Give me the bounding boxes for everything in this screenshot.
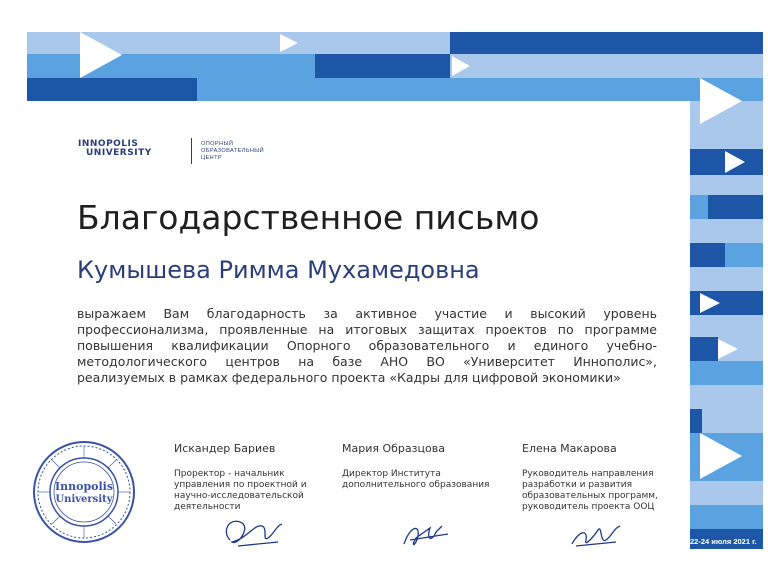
event-date: 22-24 июля 2021 г. [690, 537, 757, 546]
body-line: повышения квалификации Опорного образовательного и единого учебно- [77, 338, 657, 353]
seal-text-line1: Innopolis [54, 480, 114, 493]
signer-name: Мария Образцова [342, 442, 445, 455]
signature-3 [566, 518, 626, 552]
signer-2 [342, 442, 512, 491]
signature-2 [396, 518, 456, 554]
recipient-name: Кумышева Римма Мухамедовна [77, 256, 480, 284]
innopolis-logo [78, 138, 278, 168]
seal-text-line2: University [55, 494, 113, 505]
body-line: реализуемых в рамках федерального проекта «Кадры для цифровой экономики» [77, 370, 621, 385]
signer-3 [522, 442, 692, 513]
signer-name: Елена Макарова [522, 442, 617, 455]
signer-1 [174, 442, 344, 513]
logo-wordmark: INNOPOLIS UNIVERSITY [78, 139, 152, 158]
signature-1 [218, 512, 288, 552]
logo-separator [191, 138, 192, 164]
signer-name: Искандер Бариев [174, 442, 276, 455]
signer-position: Проректор - начальник управления по проектной и научно-исследовательской деятельности [174, 469, 307, 512]
university-seal [30, 438, 138, 546]
logo-subtitle: ОПОРНЫЙ ОБРАЗОВАТЕЛЬНЫЙ ЦЕНТР [201, 141, 265, 161]
body-line: выражаем Вам благодарность за активное участие и высокий уровень [77, 306, 657, 321]
letter-body [77, 306, 657, 386]
signer-position: Руководитель направления разработки и развития образовательных программ, руководитель проекта ООЦ [522, 469, 658, 512]
body-line: профессионализма, проявленные на итоговых защитах проектов по программе [77, 322, 657, 337]
signer-position: Директор Института дополнительного образования [342, 469, 490, 490]
letter-title: Благодарственное письмо [77, 198, 540, 237]
body-line: методологического центров на базе АНО ВО «Университет Иннополис», [77, 354, 657, 369]
